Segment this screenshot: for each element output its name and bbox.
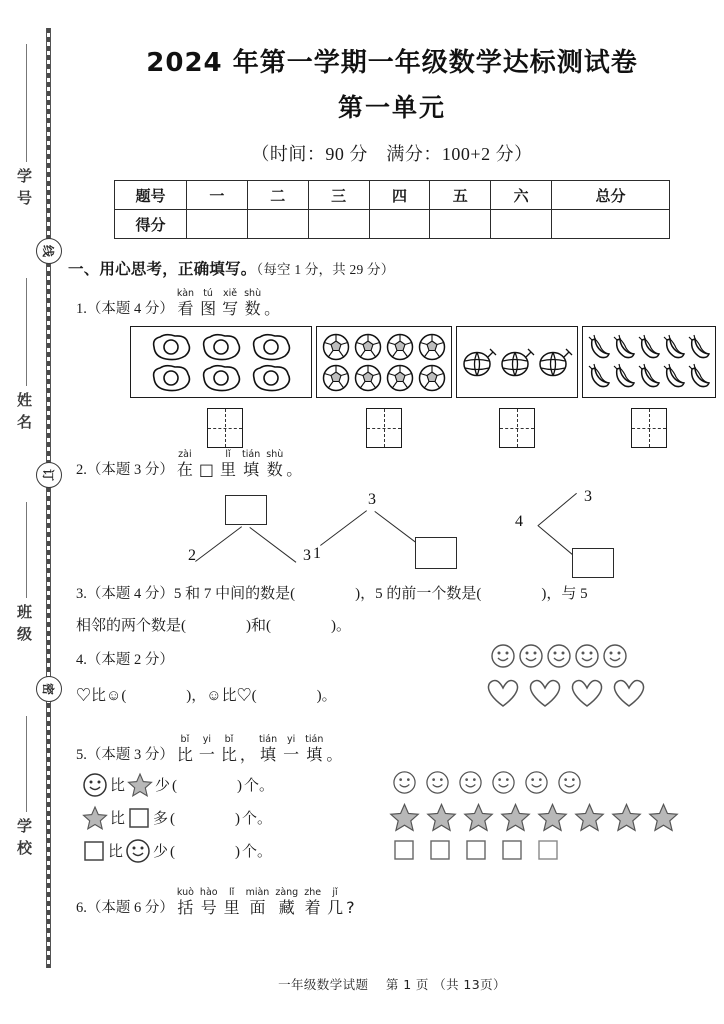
- star-icon: [127, 772, 153, 798]
- smiley-icon: [574, 643, 600, 669]
- compare-line-2-rel: 比: [110, 809, 126, 827]
- question-3: [76, 579, 724, 641]
- smiley-icon: [125, 838, 151, 864]
- star-icon: [647, 802, 680, 833]
- perforation-line: [46, 28, 51, 968]
- square-icon: [464, 838, 488, 862]
- soccer-ball-icon: [416, 363, 448, 393]
- star-icon: [610, 802, 643, 833]
- question-4-points: （本题 2 分）: [86, 652, 174, 668]
- question-4-prompt: ♡比☺( )，☺比♡( )。: [76, 688, 337, 704]
- score-cell-1[interactable]: [247, 210, 308, 239]
- score-cell-2[interactable]: [308, 210, 369, 239]
- question-5-pinyin-text: bǐ 比 yi 一 bǐ 比 ， tián 填 yi 一 tián 填 。: [176, 734, 343, 764]
- question-3-points: （本题 4 分）: [86, 586, 174, 602]
- compare-line-1: [82, 768, 274, 801]
- question-3-line-1: [76, 579, 724, 609]
- square-icon: [82, 839, 106, 863]
- number-tree-3-leg-upper: [538, 493, 577, 526]
- score-cell-6[interactable]: [552, 210, 670, 239]
- margin-label-school: 学校: [15, 818, 33, 862]
- compare-line-1-rel: 比: [110, 776, 126, 794]
- score-col-3: 四: [369, 181, 430, 210]
- banana-icon: [612, 334, 637, 362]
- compare-line-1-blank[interactable]: ( ): [172, 778, 243, 794]
- score-col-2: 三: [308, 181, 369, 210]
- smiley-icon: [557, 770, 582, 795]
- soccer-ball-icon: [352, 363, 384, 393]
- question-2-points: （本题 3 分）: [86, 462, 174, 478]
- section-points: （每空 1 分，共 29 分）: [256, 262, 395, 277]
- number-tree-1-leg-right: [249, 527, 296, 563]
- smiley-icon: [425, 770, 450, 795]
- compare-line-3-word: 少: [153, 842, 169, 860]
- compare-line-3: [82, 834, 274, 867]
- fried-egg-icon: [246, 363, 296, 393]
- banana-icon: [587, 334, 612, 362]
- number-tree-2-blank-box[interactable]: [415, 537, 457, 569]
- number-tree-2-top-value: 3: [368, 491, 376, 508]
- fried-egg-icon: [196, 363, 246, 393]
- picture-group-soccer-ball: [316, 326, 452, 398]
- question-6: [76, 888, 724, 917]
- question-3-number: 3.: [76, 586, 87, 602]
- page-content: [60, 0, 724, 1024]
- number-tree-2-leg-left: [320, 510, 367, 546]
- question-5-compare-lines: [82, 768, 274, 867]
- question-1-points: （本题 4 分）: [86, 301, 174, 317]
- question-3-line-2: [76, 611, 724, 641]
- question-5-smiley-row: [392, 770, 582, 795]
- soccer-ball-icon: [416, 332, 448, 362]
- footer-subject: 一年级数学试题: [278, 977, 369, 992]
- star-icon: [499, 802, 532, 833]
- heart-icon: [486, 677, 520, 709]
- star-icon: [573, 802, 606, 833]
- question-5-star-row: [388, 802, 680, 833]
- star-icon: [462, 802, 495, 833]
- binding-margin: [0, 0, 60, 1024]
- star-icon: [388, 802, 421, 833]
- number-tree-3-upper-value: 3: [584, 488, 592, 505]
- table-row-scores: [115, 210, 670, 239]
- question-6-points: （本题 6 分）: [86, 900, 174, 916]
- question-4-smiley-row: [490, 643, 628, 669]
- question-4-number: 4.: [76, 652, 87, 668]
- compare-line-1-word: 少: [155, 776, 171, 794]
- question-5-number: 5.: [76, 747, 87, 763]
- soccer-ball-icon: [352, 332, 384, 362]
- question-3-text-2: 相邻的两个数是( )和( )。: [76, 618, 351, 634]
- question-1: [76, 289, 724, 318]
- answer-box-tianzige-4[interactable]: [631, 408, 667, 448]
- smiley-icon: [602, 643, 628, 669]
- question-4: [76, 645, 724, 729]
- star-icon: [82, 805, 108, 831]
- smiley-icon: [546, 643, 572, 669]
- margin-rule-2: [26, 278, 27, 386]
- compare-line-2: [82, 801, 274, 834]
- seal-line: 线: [36, 238, 62, 264]
- egg-row-2: [146, 363, 296, 393]
- compare-line-3-blank[interactable]: ( ): [170, 844, 241, 860]
- compare-line-2-unit: 个。: [242, 809, 273, 827]
- question-2: [76, 450, 724, 479]
- question-5: [76, 735, 724, 764]
- margin-rule-4: [26, 716, 27, 812]
- section-heading-text: 一、用心思考，正确填写。: [68, 260, 257, 278]
- square-icon: [500, 838, 524, 862]
- score-row-label-0: 题号: [115, 181, 187, 210]
- soccer-ball-icon: [320, 363, 352, 393]
- smiley-icon: [524, 770, 549, 795]
- pumpkin-icon: [536, 345, 574, 379]
- heart-icon: [528, 677, 562, 709]
- page-footer: [60, 975, 724, 993]
- page-subtitle: 第一单元: [337, 93, 446, 122]
- banana-icon: [612, 363, 637, 391]
- ball-row-1: [320, 332, 448, 362]
- question-5-square-row: [392, 838, 560, 862]
- score-col-4: 五: [430, 181, 491, 210]
- score-col-1: 二: [247, 181, 308, 210]
- egg-row-1: [146, 332, 296, 362]
- score-row-label-1: 得分: [115, 210, 187, 239]
- exam-meta: （时间：90 分 满分：100+2 分）: [251, 144, 533, 164]
- score-cell-0[interactable]: [187, 210, 248, 239]
- picture-group-banana: [582, 326, 716, 398]
- margin-label-name: 姓名: [15, 392, 33, 436]
- compare-line-2-blank[interactable]: ( ): [170, 811, 241, 827]
- answer-box-tianzige-1[interactable]: [207, 408, 243, 448]
- question-6-pinyin-text: kuò 括 hào 号 lǐ 里 miàn 面 zàng 藏 zhe 着 jǐ 几 ?: [176, 887, 355, 917]
- fried-egg-icon: [146, 363, 196, 393]
- score-col-0: 一: [187, 181, 248, 210]
- question-5-body: [60, 768, 724, 880]
- star-icon: [536, 802, 569, 833]
- banana-icon: [662, 363, 687, 391]
- question-6-number: 6.: [76, 900, 87, 916]
- fried-egg-icon: [146, 332, 196, 362]
- picture-group-pumpkin: [456, 326, 578, 398]
- smiley-icon: [392, 770, 417, 795]
- question-2-number-trees: [60, 485, 724, 577]
- question-5-points: （本题 3 分）: [86, 747, 174, 763]
- square-icon: [127, 806, 151, 830]
- picture-group-fried-egg: [130, 326, 312, 398]
- answer-box-tianzige-3[interactable]: [499, 408, 535, 448]
- banana-icon: [662, 334, 687, 362]
- soccer-ball-icon: [384, 363, 416, 393]
- pumpkin-icon: [460, 345, 498, 379]
- score-table: [114, 180, 670, 239]
- table-row-header: [115, 181, 670, 210]
- heart-icon: [570, 677, 604, 709]
- section-heading: [68, 257, 724, 279]
- banana-row-1: [587, 334, 712, 362]
- number-tree-3-blank-box[interactable]: [572, 548, 614, 578]
- score-col-5: 六: [491, 181, 552, 210]
- pumpkin-row-1: [460, 345, 574, 379]
- number-tree-1-right-value: 3: [303, 547, 311, 564]
- compare-line-3-rel: 比: [108, 842, 124, 860]
- compare-line-1-unit: 个。: [244, 776, 275, 794]
- square-icon: [428, 838, 452, 862]
- question-1-pictures: [60, 326, 724, 444]
- banana-icon: [687, 363, 712, 391]
- number-tree-2-left-value: 1: [313, 545, 321, 562]
- soccer-ball-icon: [320, 332, 352, 362]
- question-1-pinyin-text: kàn 看 tú 图 xiě 写 shù 数 。: [176, 288, 281, 318]
- fried-egg-icon: [196, 332, 246, 362]
- question-4-heart-row: [486, 677, 646, 709]
- footer-total: （共 13页）: [433, 977, 506, 992]
- star-icon: [425, 802, 458, 833]
- square-icon: [392, 838, 416, 862]
- question-1-number: 1.: [76, 301, 87, 317]
- margin-rule-3: [26, 502, 27, 598]
- margin-label-student-id: 学号: [15, 168, 33, 212]
- margin-label-class: 班级: [15, 604, 33, 648]
- score-cell-5[interactable]: [491, 210, 552, 239]
- compare-line-2-word: 多: [153, 809, 169, 827]
- score-cell-4[interactable]: [430, 210, 491, 239]
- smiley-icon: [458, 770, 483, 795]
- answer-box-tianzige-2[interactable]: [366, 408, 402, 448]
- score-cell-3[interactable]: [369, 210, 430, 239]
- footer-page: 第 1 页: [385, 977, 429, 992]
- page-title: 2024 年第一学期一年级数学达标测试卷: [146, 48, 638, 78]
- seal-bind: 订: [36, 462, 62, 488]
- compare-line-3-unit: 个。: [242, 842, 273, 860]
- fried-egg-icon: [246, 332, 296, 362]
- banana-icon: [687, 334, 712, 362]
- seal-seal: 密: [36, 676, 62, 702]
- number-tree-1-leg-left: [195, 526, 242, 562]
- pumpkin-icon: [498, 345, 536, 379]
- number-tree-3-root-value: 4: [515, 513, 523, 530]
- question-2-pinyin-text: zài 在 □ lǐ 里 tián 填 shù 数 。: [176, 449, 303, 479]
- smiley-icon: [518, 643, 544, 669]
- question-3-text-1: 5 和 7 中间的数是( )，5 的前一个数是( )，与 5: [173, 586, 588, 602]
- smiley-icon: [490, 643, 516, 669]
- square-icon: [536, 838, 560, 862]
- question-2-number: 2.: [76, 462, 87, 478]
- banana-icon: [637, 363, 662, 391]
- score-col-6: 总分: [552, 181, 670, 210]
- banana-row-2: [587, 363, 712, 391]
- heart-icon: [612, 677, 646, 709]
- number-tree-1-left-value: 2: [188, 547, 196, 564]
- margin-rule-1: [26, 44, 27, 162]
- ball-row-2: [320, 363, 448, 393]
- banana-icon: [637, 334, 662, 362]
- smiley-icon: [491, 770, 516, 795]
- number-tree-1-blank-box[interactable]: [225, 495, 267, 525]
- soccer-ball-icon: [384, 332, 416, 362]
- banana-icon: [587, 363, 612, 391]
- smiley-icon: [82, 772, 108, 798]
